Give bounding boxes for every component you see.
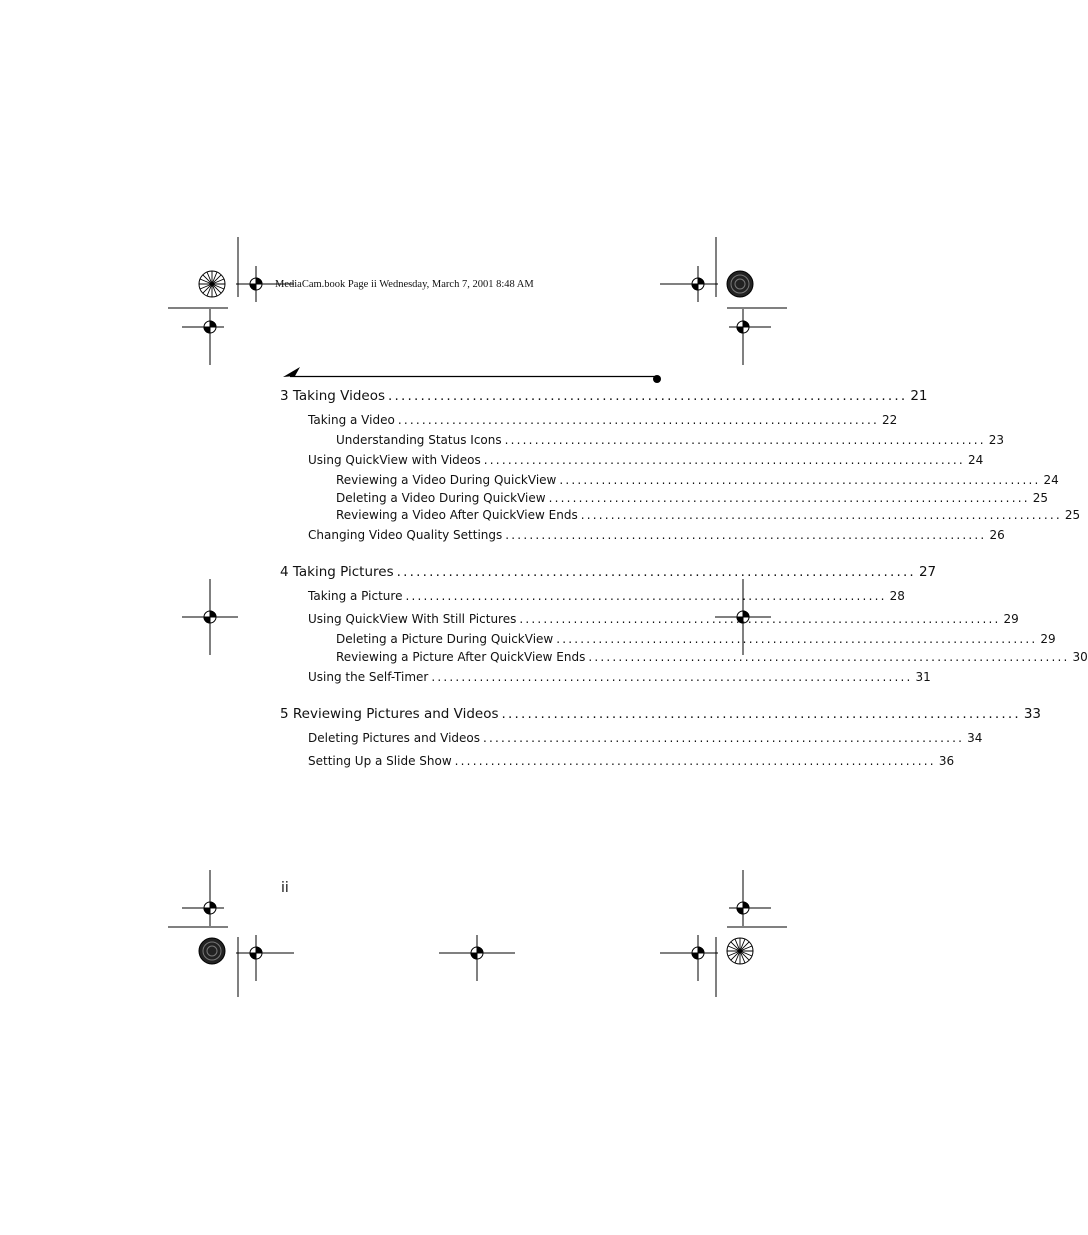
toc-entry <box>308 612 1019 626</box>
toc-entry-page: 25 <box>1032 491 1049 505</box>
toc-entry <box>336 632 1056 646</box>
toc-entry-page: 29 <box>1003 612 1019 626</box>
toc-entry-title: Reviewing a Picture After QuickView Ends <box>336 650 586 664</box>
toc-entry <box>336 508 1081 522</box>
toc-entry <box>336 650 1088 664</box>
dot-leader: ................................................................................ <box>559 473 1041 487</box>
dot-leader: ................................................................................ <box>431 670 913 684</box>
toc-entry-title: Deleting a Video During QuickView <box>336 491 546 505</box>
dot-leader: ................................................................................ <box>454 754 936 768</box>
toc-entry <box>280 564 937 580</box>
dot-leader: ................................................................................ <box>396 564 916 580</box>
toc-entry-page: 27 <box>918 564 937 580</box>
toc-entry <box>280 388 928 404</box>
toc-entry-page: 24 <box>1043 473 1059 487</box>
page-number: ii <box>281 880 289 896</box>
toc-entry-title: Understanding Status Icons <box>336 433 502 447</box>
toc-entry-title: Changing Video Quality Settings <box>308 528 503 542</box>
dot-leader: ................................................................................ <box>501 706 1021 722</box>
dot-leader: ................................................................................ <box>505 528 987 542</box>
toc-entry <box>308 670 931 684</box>
toc-entry-title: Using QuickView with Videos <box>308 453 481 467</box>
toc-entry-title: 3 Taking Videos <box>280 388 386 404</box>
toc-entry-page: 36 <box>938 754 955 768</box>
dot-leader: ................................................................................ <box>397 413 879 427</box>
toc-entry <box>336 491 1049 505</box>
toc-entry-page: 33 <box>1023 706 1042 722</box>
dot-leader: ................................................................................ <box>483 731 965 745</box>
dot-leader: ................................................................................ <box>519 612 1001 626</box>
toc-entry-title: Reviewing a Video After QuickView Ends <box>336 508 578 522</box>
toc-entry <box>308 754 955 768</box>
toc-entry <box>308 453 984 467</box>
toc-entry-page: 23 <box>988 433 1005 447</box>
dot-leader: ................................................................................ <box>405 589 887 603</box>
toc-entry-title: Deleting Pictures and Videos <box>308 731 481 745</box>
toc-entry <box>308 731 983 745</box>
toc-entry-page: 31 <box>915 670 931 684</box>
toc-entry-page: 21 <box>910 388 928 404</box>
toc-entry-page: 22 <box>881 413 898 427</box>
dot-leader: ................................................................................ <box>504 433 986 447</box>
toc-entry-title: Reviewing a Video During QuickView <box>336 473 557 487</box>
toc-entry-page: 34 <box>967 731 983 745</box>
toc-entry-page: 30 <box>1072 650 1088 664</box>
toc-entry <box>336 433 1005 447</box>
toc-entry-title: Taking a Picture <box>308 589 403 603</box>
dot-leader: ................................................................................ <box>588 650 1070 664</box>
toc-entry-title: Deleting a Picture During QuickView <box>336 632 554 646</box>
header-rule <box>283 367 661 383</box>
toc-entry-page: 29 <box>1040 632 1056 646</box>
toc-entry-title: Using the Self-Timer <box>308 670 429 684</box>
toc-entry-title: Setting Up a Slide Show <box>308 754 452 768</box>
toc-entry <box>308 589 905 603</box>
print-slug: MediaCam.book Page ii Wednesday, March 7, 2001 8:48 AM <box>275 279 534 290</box>
toc-entry-title: Taking a Video <box>308 413 395 427</box>
toc-entry-title: 4 Taking Pictures <box>280 564 394 580</box>
toc-entry <box>308 528 1005 542</box>
toc-entry-page: 26 <box>989 528 1005 542</box>
dot-leader: ................................................................................ <box>556 632 1038 646</box>
dot-leader: ................................................................................ <box>580 508 1062 522</box>
dot-leader: ................................................................................ <box>483 453 965 467</box>
toc-entry-page: 28 <box>889 589 905 603</box>
dot-leader: ................................................................................ <box>548 491 1030 505</box>
toc-entry-title: Using QuickView With Still Pictures <box>308 612 517 626</box>
toc-entry-title: 5 Reviewing Pictures and Videos <box>280 706 499 722</box>
toc-entry <box>280 706 1042 722</box>
toc-entry <box>336 473 1059 487</box>
toc-entry-page: 24 <box>967 453 984 467</box>
dot-leader: ................................................................................ <box>388 388 908 404</box>
toc-entry-page: 25 <box>1064 508 1081 522</box>
toc-entry <box>308 413 898 427</box>
